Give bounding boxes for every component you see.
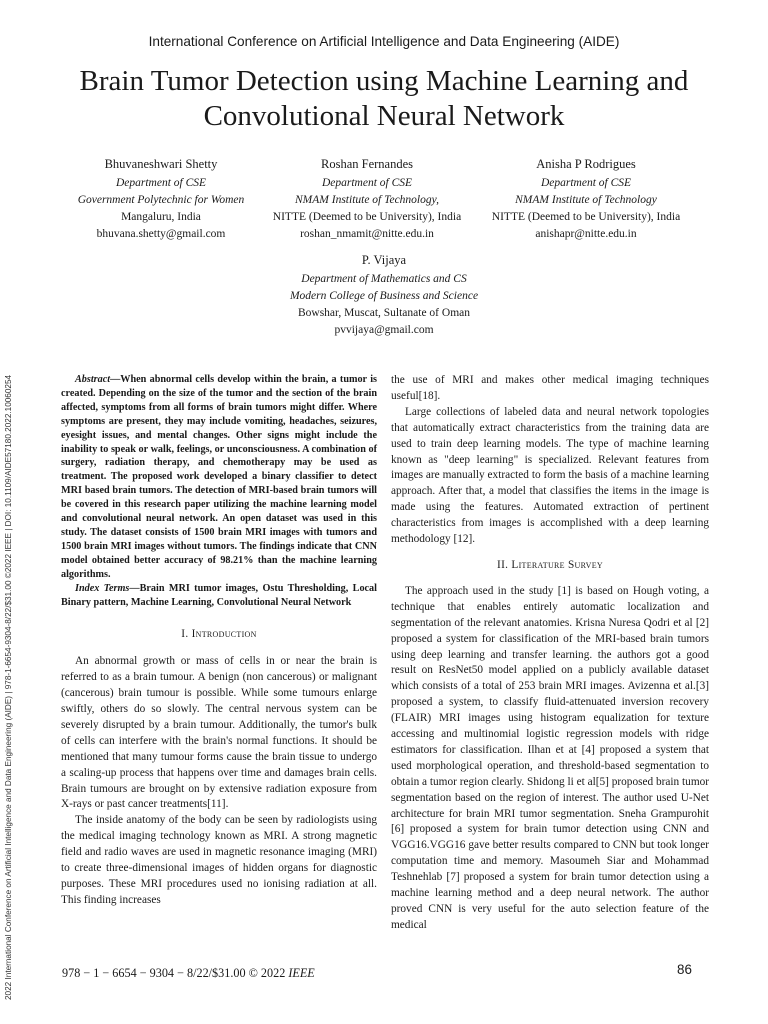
author-email: pvvijaya@gmail.com — [334, 324, 434, 336]
right-column — [391, 373, 709, 934]
author-email: bhuvana.shetty@gmail.com — [96, 228, 226, 240]
author-block — [244, 252, 524, 339]
paragraph: Large collections of labeled data and neural network topologies that automatically extract characteristics from the training data are used to train deep learning models. The type of machine learning known as "deep learning" is specialized. Relevant features from images are manually extracted to form the basis of a machine learning approach. After that, a model that classifies the items in the image is made using the features. Automated extraction of pertinent characteristics from images is accomplished with a deep learning methodology [12]. — [391, 405, 709, 546]
author-name: Bhuvaneshwari Shetty — [104, 157, 218, 171]
author-email: roshan_nmamit@nitte.edu.in — [300, 228, 434, 240]
section-title-literature-survey: II. Literature Survey — [497, 558, 603, 571]
author-institution: NMAM Institute of Technology, — [295, 194, 439, 206]
title-line-2: Convolutional Neural Network — [203, 100, 565, 132]
author-institution: Government Polytechnic for Women — [77, 194, 245, 206]
left-column — [61, 373, 377, 909]
index-terms-lead: Index Terms — [75, 582, 130, 594]
paragraph: The approach used in the study [1] is based on Hough voting, a technique that enables entirely automatic localization and segmentation of the relevant anatomies. Krisna Nuresa Qodri et al [2] proposed a system for classification of the MRI-based brain tumors using deep learning and transfer learning. the authors got a good result on ResNet50 model applied on a publicly available dataset which consists of a total of 253 brain MRI images. Avizenna et al.[3] proposed a system, to classify fluid-attenuated inversion recovery (FLAIR) MRI images using histogram equalization for texture accessing and multinomial logistic regression models with ridge estimators for classification. Ilhan et at [4] proposed a system that used morphological operation, and threshold-based segmentation to obtain a tumor region clearly. Shidong li et al[5] proposed brain tumor segmentation based on the region of interest. The author used U-Net architecture for brain MRI tumor segmentation. Sneha Grampurohit [6] proposed a system for brain tumor detection using CNN and VGG16.VGG16 gave better results compared to CNN but took longer computation time and memory. Masoumeh Siar and Mohammad Teshnehlab [7] proposed a system for brain tumor detection using a machine learning method and a deep neural network. The author proved CNN is very useful for the auto selection feature of the medical — [391, 584, 710, 931]
paragraph: An abnormal growth or mass of cells in or near the brain is referred to as a brain tumour. A benign (non cancerous) or malignant (cancerous) brain tumour is possible. While some tumours enlarge swiftly, others do so slowly. The central nervous system can be severely disrupted by a brain tumour. Additionally, the tumor's bulk of cells can interfere with the brain's normal functions. It should be mentioned that many tumour forms cause the brain tissue to undergo a scaling-up process that happens over time and damages brain cells. Brain tumours are brought on by extensive radiation exposure from X-rays or past cancer treatments[11]. — [61, 655, 377, 811]
author-name: Anisha P Rodrigues — [536, 157, 636, 171]
author-place: NITTE (Deemed to be University), India — [491, 211, 681, 223]
conference-header: International Conference on Artificial Intelligence and Data Engineering (AIDE) — [148, 34, 620, 49]
abstract-lead: Abstract — [75, 374, 111, 385]
author-department: Department of CSE — [115, 177, 207, 189]
index-terms — [61, 582, 377, 610]
author-name: Roshan Fernandes — [321, 157, 413, 171]
index-terms-text: —Brain MRI tumor images, Ostu Thresholding, Local Binary pattern, Machine Learning, Convolutional Neural Network — [61, 582, 377, 608]
footer-isbn-text: 978 − 1 − 6654 − 9304 − 8/22/$31.00 © 2022 — [62, 966, 289, 980]
paragraph-continuation: the use of MRI and makes other medical imaging techniques useful[18]. — [391, 374, 709, 402]
author-name: P. Vijaya — [361, 253, 407, 267]
author-block — [474, 156, 698, 243]
author-place: Bowshar, Muscat, Sultanate of Oman — [297, 307, 470, 319]
side-doi-text: 2022 International Conference on Artificial Intelligence and Data Engineering (AIDE) | 978-1-6654-9304-8/22/$31.00 ©2022 IEEE | DOI: 10.1109/AIDE57180.2022.10060254 — [4, 374, 13, 1000]
author-department: Department of CSE — [540, 177, 632, 189]
author-block — [52, 156, 270, 243]
author-place: NITTE (Deemed to be University), India — [272, 211, 462, 223]
author-institution: NMAM Institute of Technology — [515, 194, 657, 206]
footer-ieee: IEEE — [288, 966, 315, 980]
author-block — [256, 156, 478, 243]
author-institution: Modern College of Business and Science — [289, 290, 479, 302]
abstract — [61, 373, 377, 582]
footer-isbn — [62, 966, 315, 981]
paragraph: The inside anatomy of the body can be seen by radiologists using the medical imaging technology known as MRI. A strong magnetic field and radio waves are used in magnetic resonance imaging (MRI) to create three-dimensional images of hidden organs for diagnostic purposes. These MRI procedures used no ionising radiation at all. This finding increases — [61, 814, 377, 906]
abstract-text: —When abnormal cells develop within the brain, a tumor is created. Depending on the size of the tumor and the section of the brain affected, symptoms from all forms of brain tumors might differ. Where symptoms are present, they may include vomiting, headaches, seizures, eyesight issues, and mental changes. Other signs might include the inability to speak or walk, feelings, or unconsciousness. A combination of surgery, radiation therapy, and chemotherapy may be used as treatment. The proposed work developed a binary classifier to detect MRI based brain tumors. The detection of MRI-based brain tumors will be covered in this research paper utilizing the machine learning model and convolutional neural network. An open dataset was used in this study. The dataset consists of 1500 brain MRI images with tumors and 1500 brain MRI images without tumors. The findings indicate that CNN model obtained better accuracy of 98.21% than the machine learning algorithms. — [61, 374, 377, 580]
author-department: Department of Mathematics and CS — [301, 273, 467, 285]
author-place: Mangaluru, India — [121, 211, 201, 223]
paper-title — [40, 64, 728, 134]
page-number: 86 — [677, 962, 692, 977]
section-title-introduction: I. Introduction — [181, 628, 257, 641]
title-line-1: Brain Tumor Detection using Machine Learning and — [79, 65, 689, 97]
author-email: anishapr@nitte.edu.in — [535, 228, 637, 240]
author-department: Department of CSE — [321, 177, 413, 189]
